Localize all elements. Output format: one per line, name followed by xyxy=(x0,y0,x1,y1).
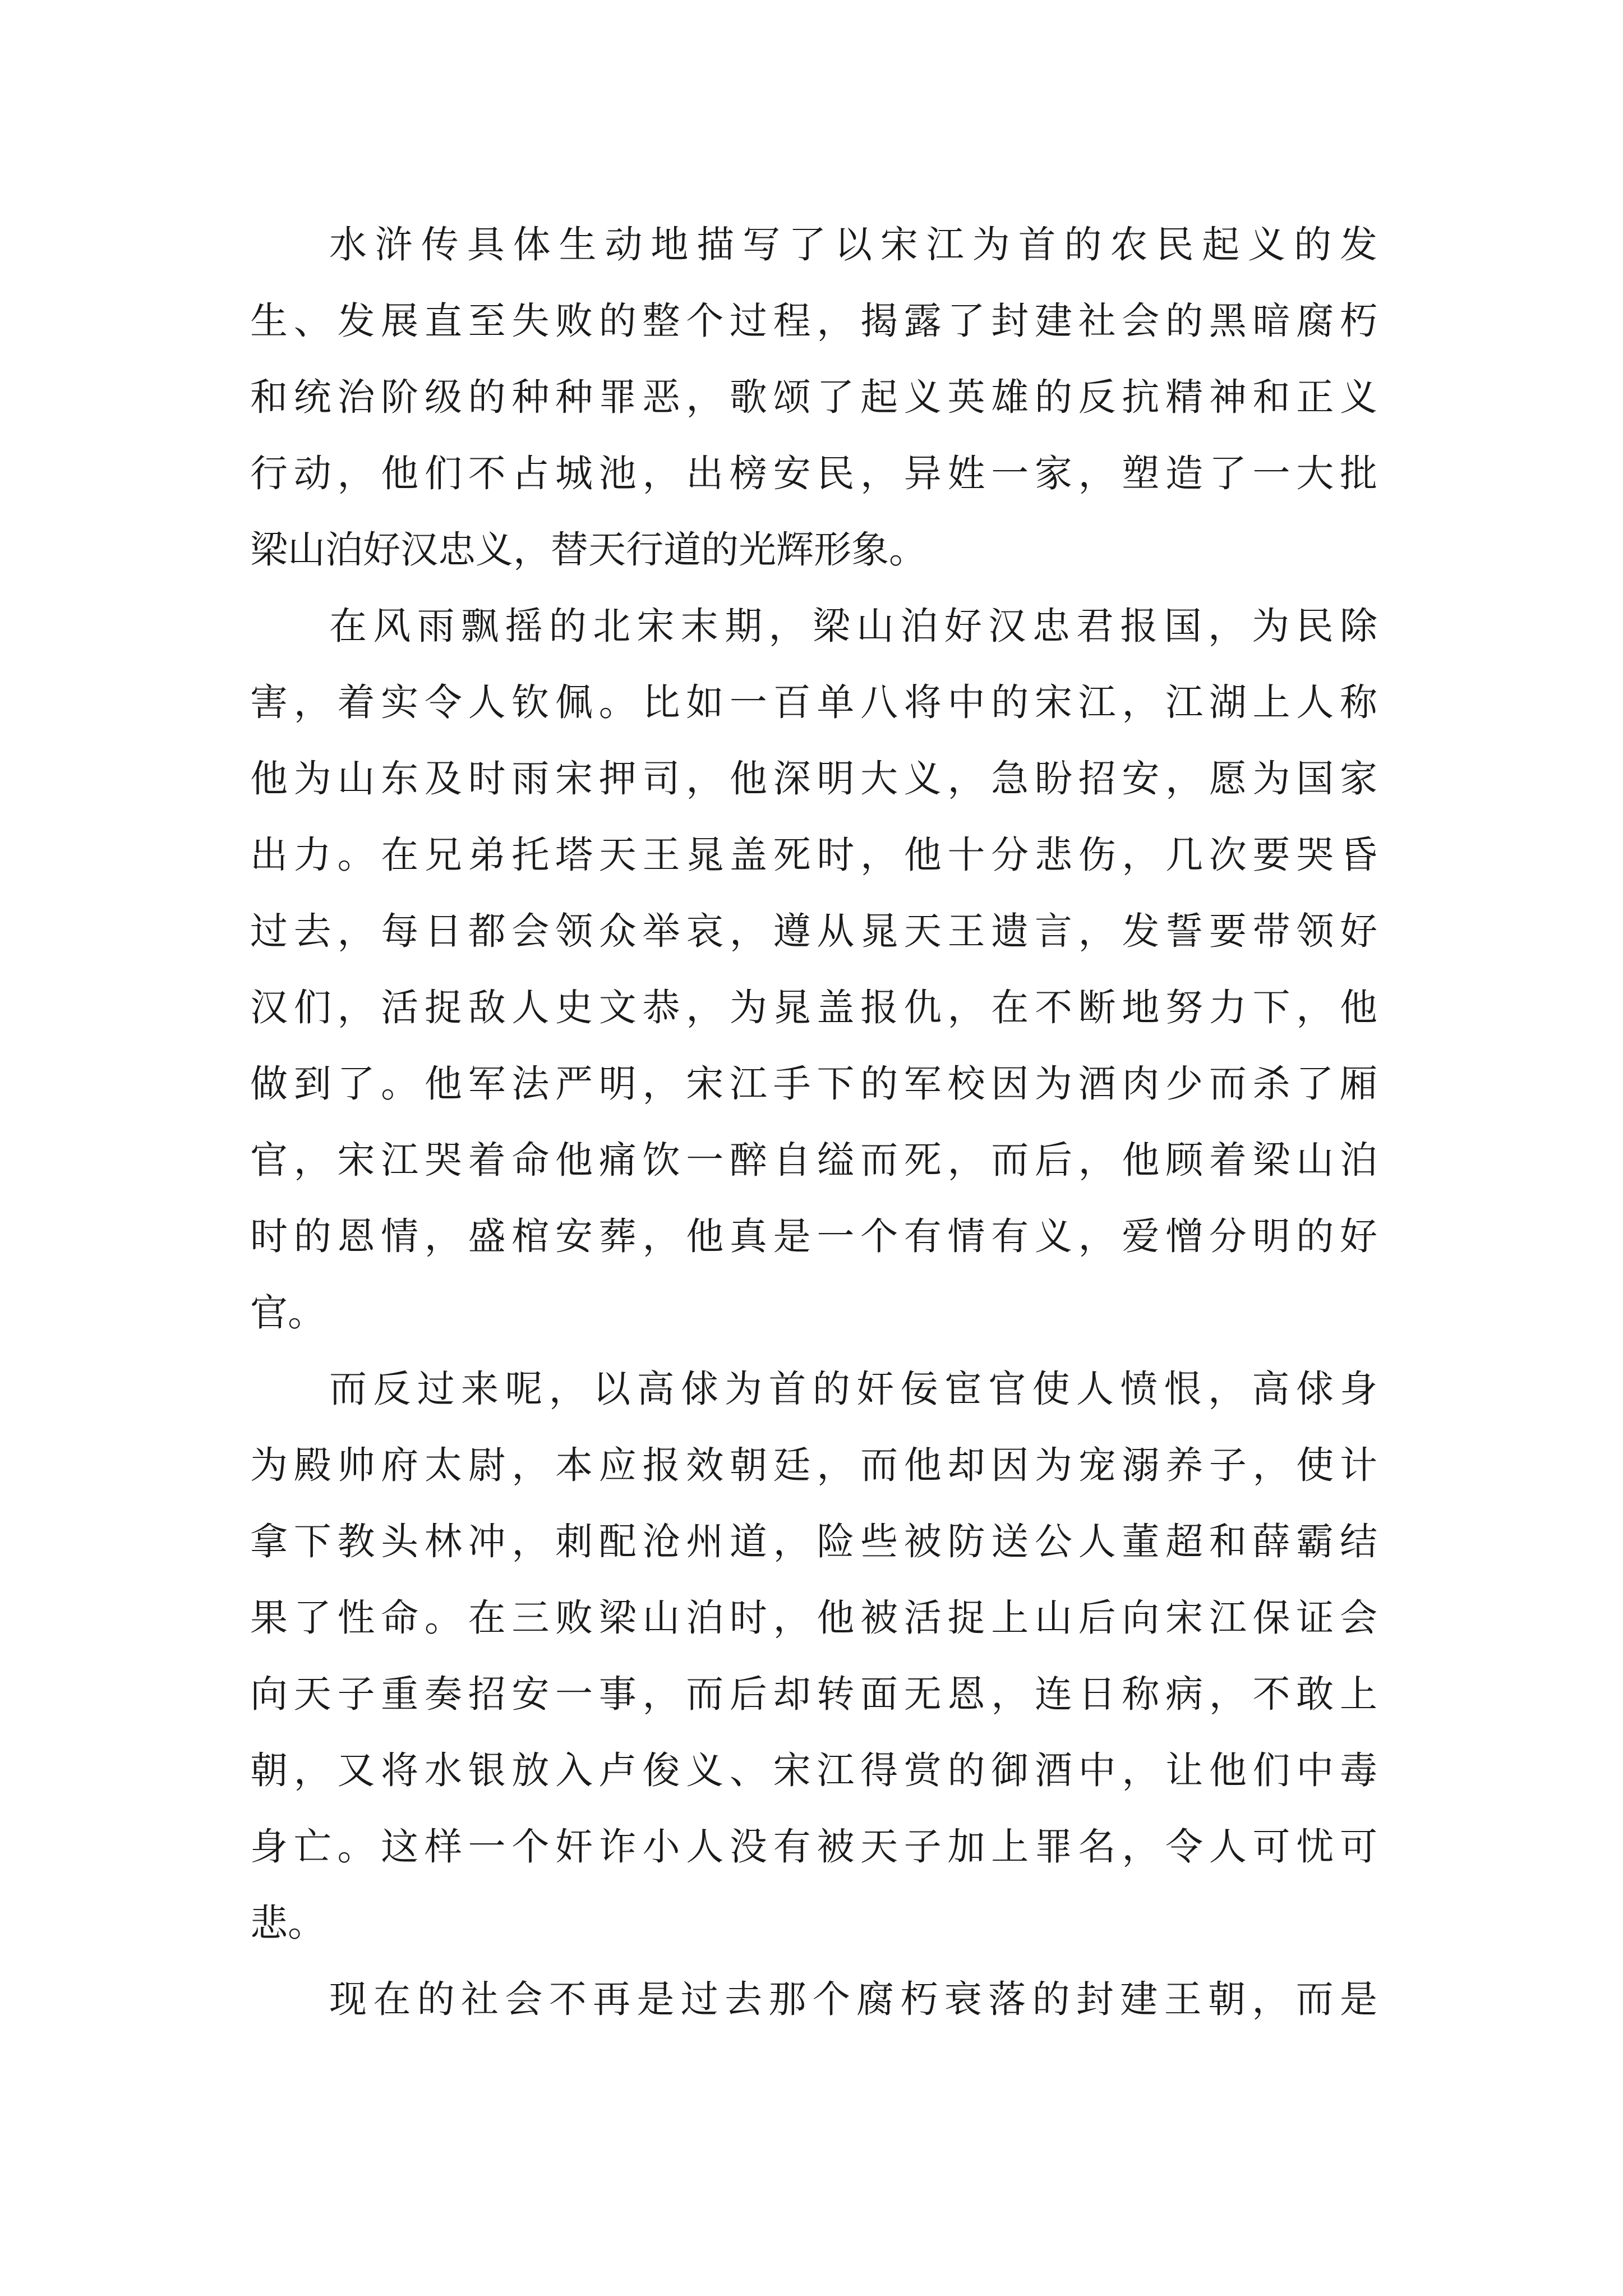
paragraph-3-line-8: 悲。 xyxy=(250,1901,325,1945)
paragraph-1-line-5: 梁山泊好汉忠义，替天行道的光辉形象。 xyxy=(250,528,926,572)
paragraph-2-line-4: 出力。在兄弟托塔天王晁盖死时，他十分悲伤，几次要哭昏 xyxy=(250,833,1377,877)
paragraph-2-line-5: 过去，每日都会领众举哀，遵从晁天王遗言，发誓要带领好 xyxy=(250,909,1377,953)
paragraph-2-line-10: 官。 xyxy=(250,1291,325,1335)
paragraph-2-line-1: 在风雨飘摇的北宋末期，梁山泊好汉忠君报国，为民除 xyxy=(329,604,1377,648)
paragraph-2-line-6: 汉们，活捉敌人史文恭，为晁盖报仇，在不断地努力下，他 xyxy=(250,986,1377,1029)
paragraph-2-line-8: 官，宋江哭着命他痛饮一醉自缢而死，而后，他顾着梁山泊 xyxy=(250,1138,1377,1182)
body-text xyxy=(250,206,1377,2037)
paragraph-2-line-9: 时的恩情，盛棺安葬，他真是一个有情有义，爱憎分明的好 xyxy=(250,1214,1377,1258)
paragraph-2-line-2: 害，着实令人钦佩。比如一百单八将中的宋江，江湖上人称 xyxy=(250,680,1377,724)
paragraph-3-line-4: 果了性命。在三败梁山泊时，他被活捉上山后向宋江保证会 xyxy=(250,1596,1377,1640)
paragraph-3-line-7: 身亡。这样一个奸诈小人没有被天子加上罪名，令人可忧可 xyxy=(250,1825,1377,1869)
paragraph-3-line-1: 而反过来呢，以高俅为首的奸佞宦官使人愤恨，高俅身 xyxy=(329,1367,1377,1411)
paragraph-3-line-6: 朝，又将水银放入卢俊义、宋江得赏的御酒中，让他们中毒 xyxy=(250,1749,1377,1792)
paragraph-3-line-3: 拿下教头林冲，刺配沧州道，险些被防送公人董超和薛霸结 xyxy=(250,1520,1377,1563)
paragraph-1-line-3: 和统治阶级的种种罪恶，歌颂了起义英雄的反抗精神和正义 xyxy=(250,375,1377,419)
paragraph-1-line-4: 行动，他们不占城池，出榜安民，异姓一家，塑造了一大批 xyxy=(250,452,1377,495)
paragraph-1-line-2: 生、发展直至失败的整个过程，揭露了封建社会的黑暗腐朽 xyxy=(250,299,1377,343)
paragraph-1-line-1: 水浒传具体生动地描写了以宋江为首的农民起义的发 xyxy=(329,223,1377,266)
paragraph-4-line-1: 现在的社会不再是过去那个腐朽衰落的封建王朝，而是 xyxy=(329,1977,1377,2021)
paragraph-3-line-2: 为殿帅府太尉，本应报效朝廷，而他却因为宠溺养子，使计 xyxy=(250,1443,1377,1487)
paragraph-2-line-3: 他为山东及时雨宋押司，他深明大义，急盼招安，愿为国家 xyxy=(250,757,1377,800)
paragraph-3-line-5: 向天子重奏招安一事，而后却转面无恩，连日称病，不敢上 xyxy=(250,1672,1377,1716)
paragraph-2-line-7: 做到了。他军法严明，宋江手下的军校因为酒肉少而杀了厢 xyxy=(250,1062,1377,1106)
